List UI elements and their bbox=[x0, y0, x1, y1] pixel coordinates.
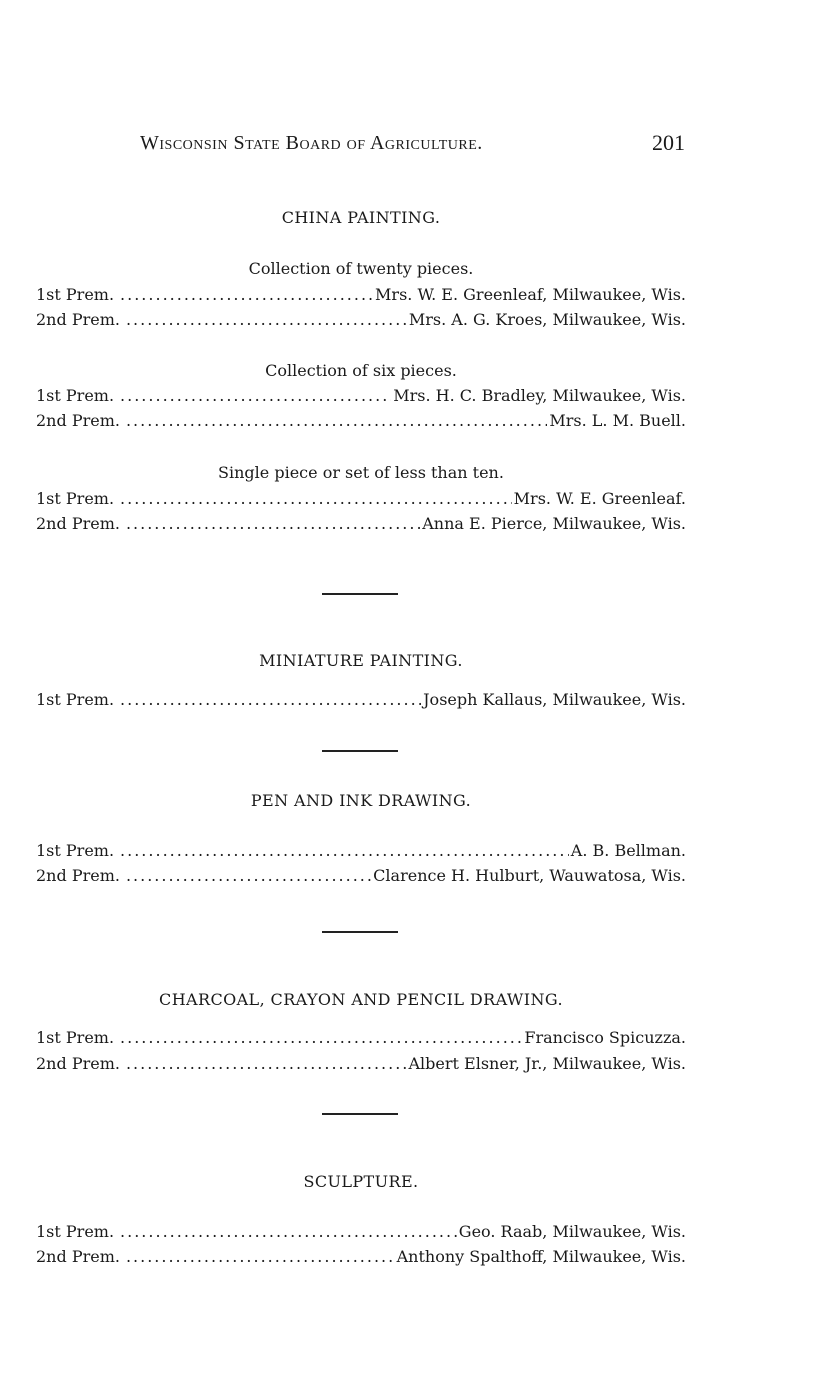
winner-name: A. B. Bellman. bbox=[570, 841, 686, 860]
section-divider bbox=[322, 593, 398, 595]
section-title-miniature-painting: MINIATURE PAINTING. bbox=[259, 651, 463, 670]
section-title-china-painting: CHINA PAINTING. bbox=[281, 208, 441, 227]
premium-entry bbox=[36, 690, 686, 712]
premium-label: 2nd Prem. bbox=[36, 1054, 120, 1073]
premium-label: 2nd Prem. bbox=[36, 1247, 120, 1266]
premium-label: 1st Prem. bbox=[36, 386, 115, 405]
dot-leader bbox=[120, 841, 569, 860]
running-title: Wisconsin State Board of Agriculture. bbox=[140, 132, 483, 154]
winner-name: Anthony Spalthoff, Milwaukee, Wis. bbox=[396, 1247, 686, 1266]
winner-name: Mrs. H. C. Bradley, Milwaukee, Wis. bbox=[393, 386, 686, 405]
premium-entry bbox=[36, 411, 686, 433]
winner-name: Albert Elsner, Jr., Milwaukee, Wis. bbox=[408, 1054, 686, 1073]
premium-entry bbox=[36, 285, 686, 307]
dot-leader bbox=[120, 285, 373, 304]
winner-name: Geo. Raab, Milwaukee, Wis. bbox=[458, 1222, 686, 1241]
dot-leader bbox=[120, 1222, 457, 1241]
winner-name: Clarence H. Hulburt, Wauwatosa, Wis. bbox=[373, 866, 686, 885]
winner-name: Francisco Spicuzza. bbox=[524, 1028, 686, 1047]
section-title-sculpture: SCULPTURE. bbox=[303, 1172, 419, 1191]
subsection-title: Collection of six pieces. bbox=[265, 361, 457, 380]
running-head bbox=[140, 132, 685, 160]
premium-label: 2nd Prem. bbox=[36, 411, 120, 430]
premium-label: 1st Prem. bbox=[36, 285, 115, 304]
section-divider bbox=[322, 1113, 398, 1115]
page-number: 201 bbox=[652, 130, 685, 155]
dot-leader bbox=[120, 489, 512, 508]
winner-name: Anna E. Pierce, Milwaukee, Wis. bbox=[422, 514, 686, 533]
premium-label: 2nd Prem. bbox=[36, 310, 120, 329]
winner-name: Joseph Kallaus, Milwaukee, Wis. bbox=[423, 690, 686, 709]
premium-entry bbox=[36, 489, 686, 511]
winner-name: Mrs. A. G. Kroes, Milwaukee, Wis. bbox=[408, 310, 686, 329]
subsection-title: Collection of twenty pieces. bbox=[248, 259, 474, 278]
dot-leader bbox=[120, 386, 391, 405]
dot-leader bbox=[126, 514, 420, 533]
premium-entry bbox=[36, 866, 686, 888]
premium-entry bbox=[36, 310, 686, 332]
winner-name: Mrs. W. E. Greenleaf, Milwaukee, Wis. bbox=[375, 285, 686, 304]
dot-leader bbox=[126, 1054, 407, 1073]
dot-leader bbox=[120, 1028, 522, 1047]
premium-entry bbox=[36, 1028, 686, 1050]
premium-label: 1st Prem. bbox=[36, 1222, 115, 1241]
premium-entry bbox=[36, 841, 686, 863]
premium-label: 1st Prem. bbox=[36, 1028, 115, 1047]
premium-label: 1st Prem. bbox=[36, 841, 115, 860]
winner-name: Mrs. W. E. Greenleaf. bbox=[513, 489, 686, 508]
section-title-charcoal-crayon-pencil-drawing: CHARCOAL, CRAYON AND PENCIL DRAWING. bbox=[159, 990, 563, 1009]
premium-label: 1st Prem. bbox=[36, 690, 115, 709]
premium-label: 2nd Prem. bbox=[36, 514, 120, 533]
premium-entry bbox=[36, 514, 686, 536]
dot-leader bbox=[126, 1247, 395, 1266]
premium-label: 2nd Prem. bbox=[36, 866, 120, 885]
dot-leader bbox=[126, 411, 547, 430]
premium-entry bbox=[36, 1247, 686, 1269]
subsection-title: Single piece or set of less than ten. bbox=[218, 463, 504, 482]
section-title-pen-and-ink-drawing: PEN AND INK DRAWING. bbox=[250, 791, 472, 810]
premium-entry bbox=[36, 1054, 686, 1076]
premium-entry bbox=[36, 386, 686, 408]
dot-leader bbox=[120, 690, 421, 709]
dot-leader bbox=[126, 866, 371, 885]
premium-label: 1st Prem. bbox=[36, 489, 115, 508]
winner-name: Mrs. L. M. Buell. bbox=[549, 411, 686, 430]
section-divider bbox=[322, 750, 398, 752]
premium-entry bbox=[36, 1222, 686, 1244]
section-divider bbox=[322, 931, 398, 933]
dot-leader bbox=[126, 310, 407, 329]
